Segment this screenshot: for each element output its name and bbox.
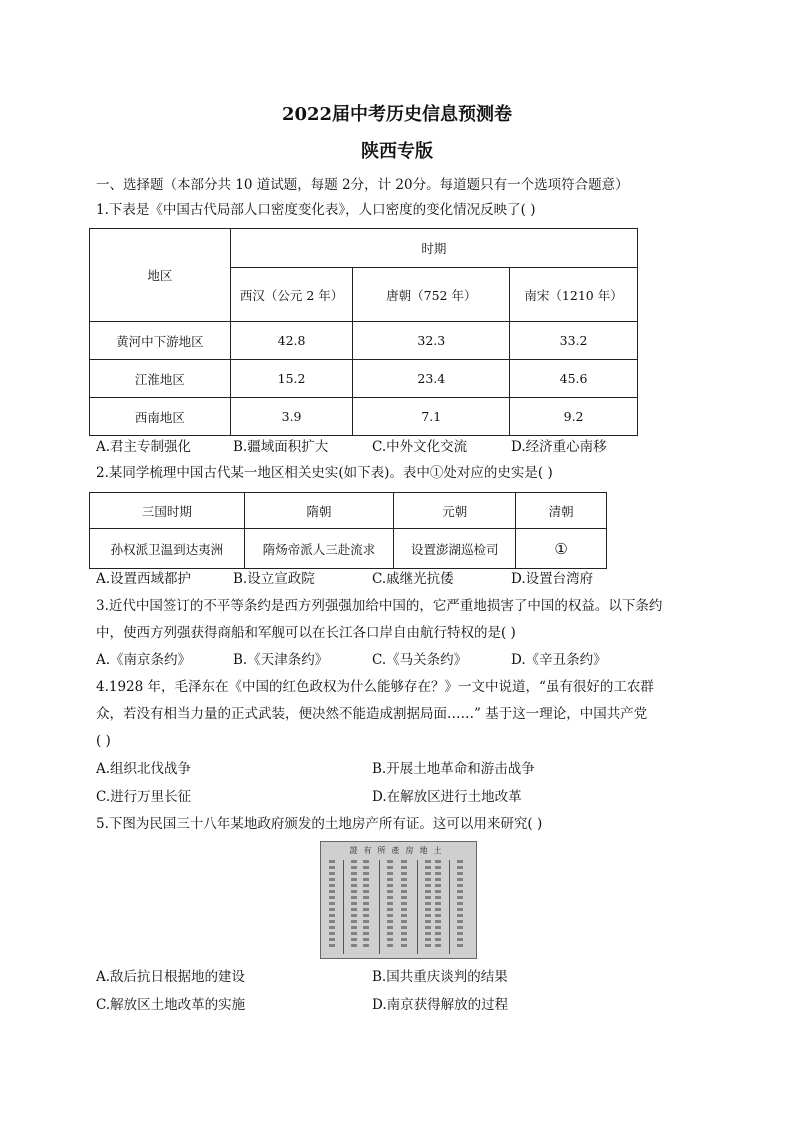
table-row bbox=[90, 322, 638, 360]
table-cell-blank-marker: ① bbox=[516, 529, 607, 569]
q3-line-2: 中，使西方列强获得商船和军舰可以在长江各口岸自由航行特权的是( ) bbox=[96, 625, 516, 641]
land-certificate-photo bbox=[320, 841, 477, 959]
table-row bbox=[90, 360, 638, 398]
q5-option-b: B.国共重庆谈判的结果 bbox=[372, 969, 508, 985]
q4-line-1: 4.1928 年，毛泽东在《中国的红色政权为什么能够存在？》一文中说道，“虽有很好的工农群 bbox=[96, 679, 654, 695]
table-cell-value: 33.2 bbox=[510, 322, 638, 360]
q1-option-a: A.君主专制强化 bbox=[96, 439, 192, 455]
q4-option-b: B.开展土地革命和游击战争 bbox=[372, 761, 535, 777]
table-header: 三国时期 bbox=[90, 493, 245, 529]
table-header: 清朝 bbox=[516, 493, 607, 529]
q2-option-c: C.戚继光抗倭 bbox=[372, 571, 454, 587]
q4-option-d: D.在解放区进行土地改革 bbox=[372, 789, 522, 805]
q4-option-a: A.组织北伐战争 bbox=[96, 761, 192, 777]
table-cell-value: 9.2 bbox=[510, 398, 638, 436]
q5-stem: 5.下图为民国三十八年某地政府颁发的土地房产所有证。这可以用来研究( ) bbox=[96, 816, 543, 832]
q3-option-a: A.《南京条约》 bbox=[96, 652, 192, 668]
q2-option-a: A.设置西域都护 bbox=[96, 571, 192, 587]
table-cell-value: 42.8 bbox=[230, 322, 353, 360]
q2-option-d: D.设置台湾府 bbox=[511, 571, 594, 587]
q2-history-table bbox=[89, 492, 607, 569]
section-heading: 一、选择题（本部分共 10 道试题，每题 2分，计 20分。每道题只有一个选项符合题意） bbox=[96, 177, 629, 193]
q2-stem: 2.某同学梳理中国古代某一地区相关史实(如下表)。表中①处对应的史实是( ) bbox=[96, 465, 553, 481]
q1-option-d: D.经济重心南移 bbox=[511, 439, 607, 455]
table-cell-region: 西南地区 bbox=[90, 398, 231, 436]
table-header-period-1: 西汉（公元 2 年） bbox=[230, 268, 353, 322]
table-header-region: 地区 bbox=[90, 229, 231, 322]
q1-option-c: C.中外文化交流 bbox=[372, 439, 468, 455]
table-cell: 孙权派卫温到达夷洲 bbox=[90, 529, 245, 569]
q5-option-a: A.敌后抗日根据地的建设 bbox=[96, 969, 246, 985]
table-cell-value: 7.1 bbox=[353, 398, 510, 436]
table-row bbox=[90, 529, 607, 569]
page-subtitle: 陕西专版 bbox=[361, 141, 433, 162]
q3-option-c: C.《马关条约》 bbox=[372, 652, 468, 668]
table-cell-value: 32.3 bbox=[353, 322, 510, 360]
table-cell: 设置澎湖巡检司 bbox=[394, 529, 516, 569]
q5-option-d: D.南京获得解放的过程 bbox=[372, 997, 509, 1013]
q4-line-2: 众，若没有相当力量的正式武装，便决然不能造成割据局面……” 基于这一理论，中国共产党 bbox=[96, 706, 648, 722]
table-header-period-2: 唐朝（752 年） bbox=[353, 268, 510, 322]
certificate-heading: 證有所產房地土 bbox=[349, 846, 448, 855]
table-cell-value: 23.4 bbox=[353, 360, 510, 398]
table-cell-region: 江淮地区 bbox=[90, 360, 231, 398]
q3-option-b: B.《天津条约》 bbox=[233, 652, 329, 668]
table-cell-value: 15.2 bbox=[230, 360, 353, 398]
table-header-period-3: 南宋（1210 年） bbox=[510, 268, 638, 322]
table-cell: 隋炀帝派人三赴流求 bbox=[244, 529, 394, 569]
table-row bbox=[90, 398, 638, 436]
table-header: 元朝 bbox=[394, 493, 516, 529]
table-header-period: 时期 bbox=[230, 229, 637, 268]
page-title: 2022届中考历史信息预测卷 bbox=[281, 104, 513, 125]
q3-line-1: 3.近代中国签订的不平等条约是西方列强强加给中国的，它严重地损害了中国的权益。以下条约 bbox=[96, 598, 663, 614]
table-cell-value: 45.6 bbox=[510, 360, 638, 398]
q3-option-d: D.《辛丑条约》 bbox=[511, 652, 607, 668]
table-cell-region: 黄河中下游地区 bbox=[90, 322, 231, 360]
q1-population-table bbox=[89, 228, 638, 436]
table-cell-value: 3.9 bbox=[230, 398, 353, 436]
q1-stem: 1.下表是《中国古代局部人口密度变化表》，人口密度的变化情况反映了( ) bbox=[96, 202, 536, 218]
q5-option-c: C.解放区土地改革的实施 bbox=[96, 997, 246, 1013]
q4-line-3: ( ) bbox=[96, 733, 111, 749]
table-header: 隋朝 bbox=[244, 493, 394, 529]
q2-option-b: B.设立宣政院 bbox=[233, 571, 315, 587]
q1-option-b: B.疆域面积扩大 bbox=[233, 439, 329, 455]
q4-option-c: C.进行万里长征 bbox=[96, 789, 192, 805]
